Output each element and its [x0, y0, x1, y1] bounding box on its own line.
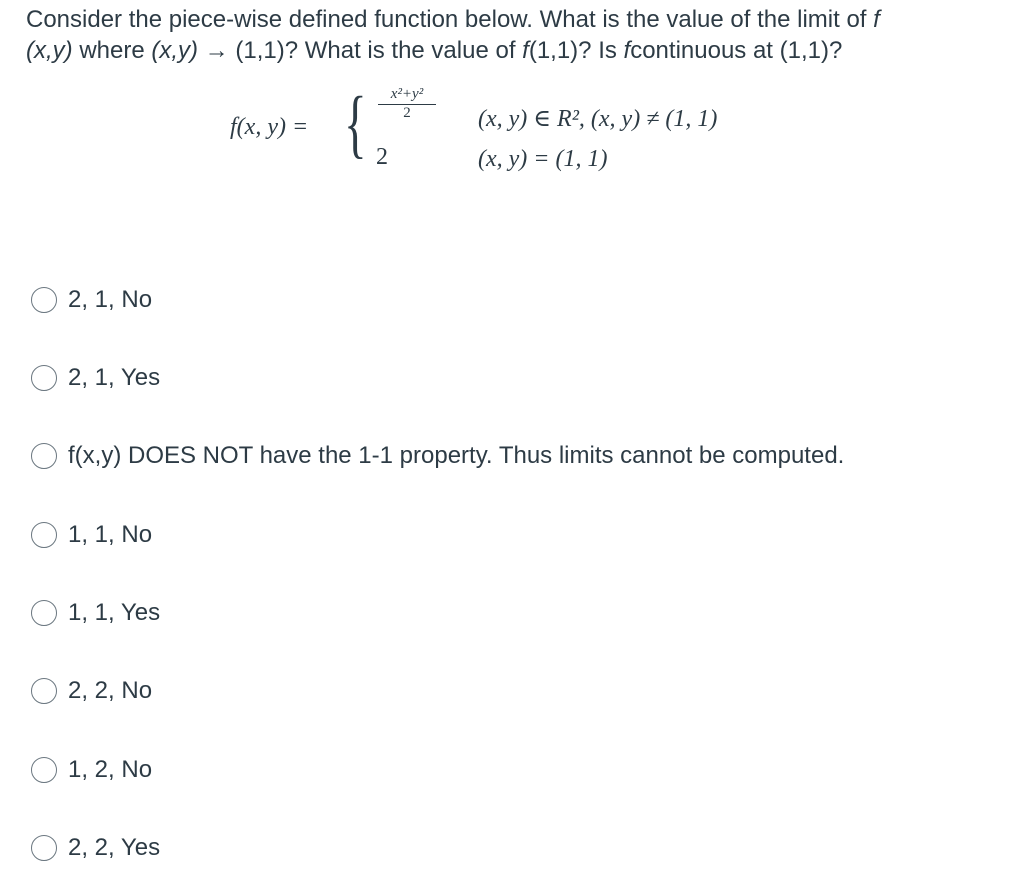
radio-button[interactable] [31, 835, 57, 861]
radio-button[interactable] [31, 365, 57, 391]
answer-option[interactable] [31, 284, 152, 316]
option-label: 1, 2, No [68, 756, 153, 783]
answer-option[interactable] [31, 362, 160, 394]
fraction-numerator: x²+y² [390, 86, 424, 102]
radio-button[interactable] [31, 678, 57, 704]
question-line2: (x,y) where (x,y) → (1,1)? What is the value of f(1,1)? Is fcontinuous at (1,1)? [26, 37, 843, 64]
option-label: 1, 1, No [68, 521, 153, 548]
radio-button[interactable] [31, 600, 57, 626]
fraction-denominator: 2 [403, 105, 411, 121]
formula-condition1: (x, y) ∈ R², (x, y) ≠ (1, 1) [478, 106, 718, 132]
answer-option[interactable] [31, 832, 160, 864]
question-line1: Consider the piece-wise defined function below. What is the value of the limit of f [26, 6, 880, 33]
formula-condition2: (x, y) = (1, 1) [478, 146, 608, 172]
question-text [26, 4, 1006, 66]
piecewise-formula [0, 84, 1024, 184]
answer-option[interactable] [31, 675, 152, 707]
option-label: 1, 1, Yes [68, 599, 161, 626]
formula-brace: { [344, 82, 367, 166]
option-label: 2, 1, Yes [68, 364, 161, 391]
radio-button[interactable] [31, 443, 57, 469]
answer-option[interactable] [31, 754, 152, 786]
radio-button[interactable] [31, 287, 57, 313]
answer-option[interactable] [31, 440, 844, 472]
option-label: 2, 1, No [68, 286, 153, 313]
radio-button[interactable] [31, 757, 57, 783]
formula-case2-value: 2 [376, 144, 388, 170]
formula-lhs: f(x, y) = [230, 114, 309, 140]
answer-option[interactable] [31, 519, 152, 551]
radio-button[interactable] [31, 522, 57, 548]
option-label: 2, 2, No [68, 677, 153, 704]
formula-fraction [374, 86, 440, 122]
option-label: f(x,y) DOES NOT have the 1-1 property. Thus limits cannot be computed. [68, 442, 845, 469]
option-label: 2, 2, Yes [68, 834, 161, 861]
answer-option[interactable] [31, 597, 160, 629]
